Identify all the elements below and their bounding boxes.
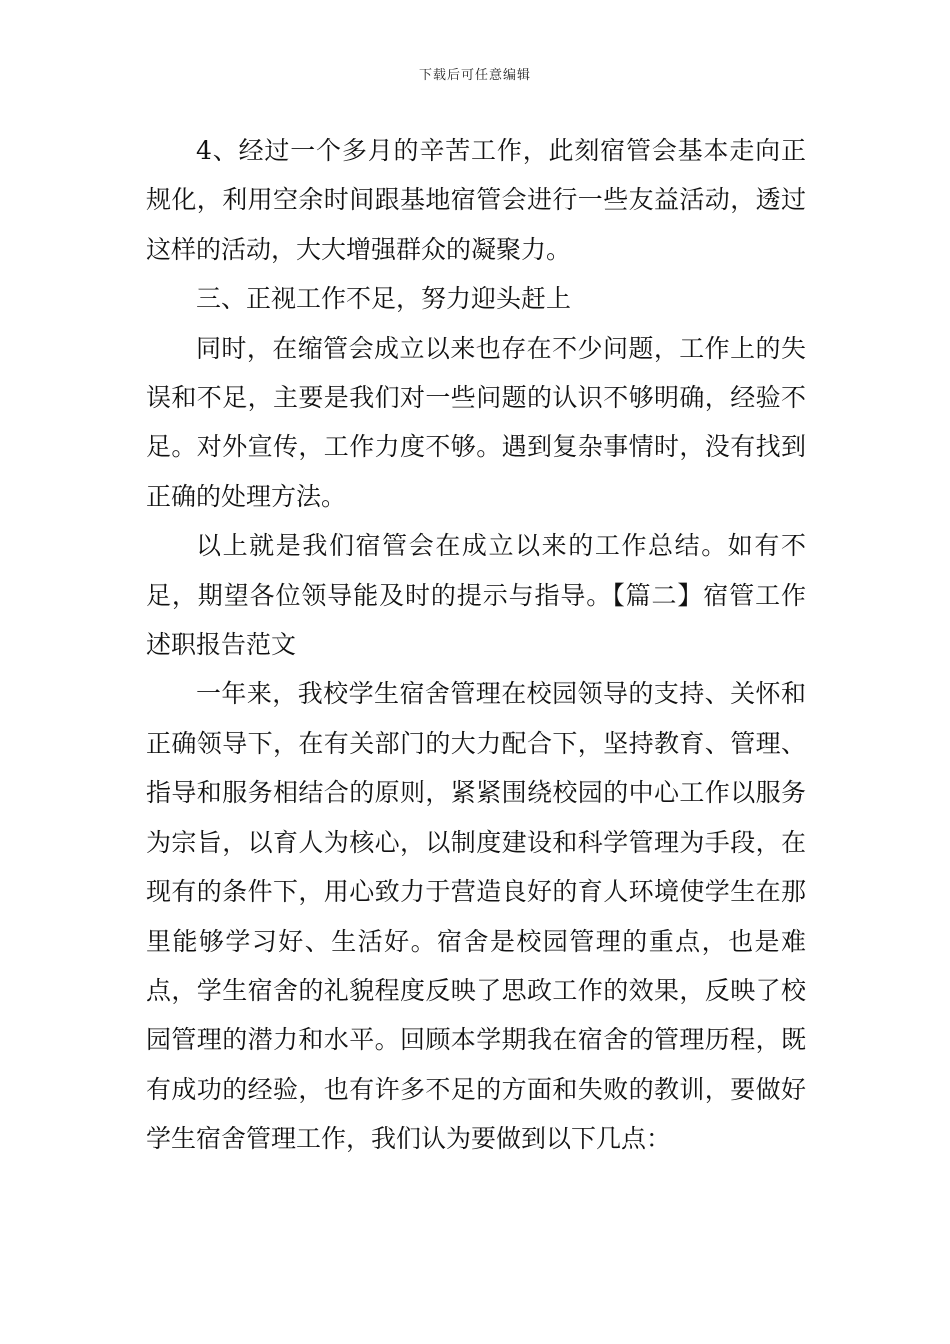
- paragraph: 以上就是我们宿管会在成立以来的工作总结。如有不足，期望各位领导能及时的提示与指导。【篇二】宿管工作述职报告范文: [146, 531, 806, 660]
- paragraph: 4、经过一个多月的辛苦工作，此刻宿管会基本走向正规化，利用空余时间跟基地宿管会进行一些友益活动，透过这样的活动，大大增强群众的凝聚力。: [146, 136, 806, 264]
- document-body: [146, 126, 806, 1164]
- paragraph: 一年来，我校学生宿舍管理在校园领导的支持、关怀和正确领导下，在有关部门的大力配合下，坚持教育、管理、指导和服务相结合的原则，紧紧围绕校园的中心工作以服务为宗旨，以育人为核心，以制度建设和科学管理为手段，在现有的条件下，用心致力于营造良好的育人环境使学生在那里能够学习好、生活好。宿舍是校园管理的重点，也是难点，学生宿舍的礼貌程度反映了思政工作的效果，反映了校园管理的潜力和水平。回顾本学期我在宿舍的管理历程，既有成功的经验，也有许多不足的方面和失败的教训，要做好学生宿舍管理工作，我们认为要做到以下几点：: [146, 679, 806, 1154]
- section-heading: 三、正视工作不足，努力迎头赶上: [196, 284, 572, 314]
- page-header: 下载后可任意编辑: [418, 68, 531, 83]
- paragraph: 同时，在缩管会成立以来也存在不少问题，工作上的失误和不足，主要是我们对一些问题的认识不够明确，经验不足。对外宣传，工作力度不够。遇到复杂事情时，没有找到正确的处理方法。: [146, 333, 806, 511]
